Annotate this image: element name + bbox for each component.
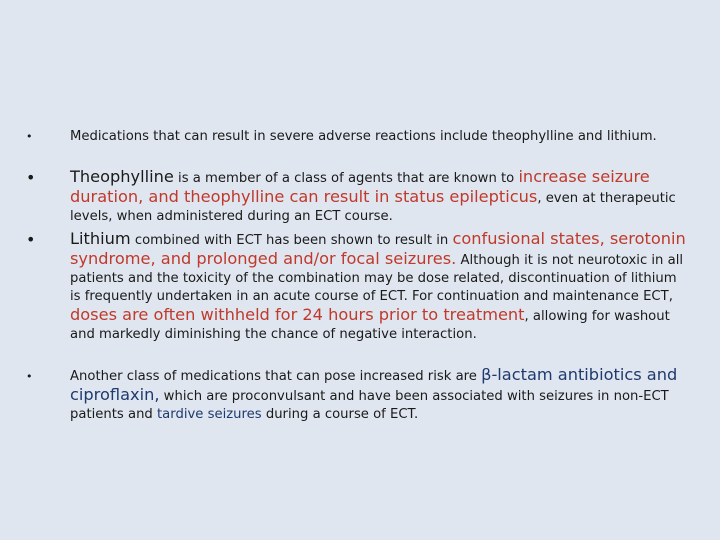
- text-segment: tardive seizures: [157, 407, 262, 422]
- text-segment: doses are often withheld for 24 hours prior to treatment: [70, 305, 525, 324]
- text-segment: increase seizure duration, and theophylline can result in status epilepticus: [70, 167, 650, 206]
- text-segment: Theophylline: [70, 167, 174, 186]
- text-segment: Medications that can result in severe adverse reactions include theophylline and lithium.: [70, 129, 657, 144]
- bullet-marker: •: [26, 130, 33, 143]
- bullet-text: [70, 366, 690, 424]
- bullet-marker: •: [26, 168, 36, 187]
- bullet-marker: •: [26, 230, 36, 249]
- text-segment: Although it is not neurotoxic in all patients and the toxicity of the combination may be dose related, discontinuation of lithium is frequently undertaken in an acute course of ECT. For continuation and maintenance ECT,: [70, 253, 684, 304]
- bullet-text: [70, 230, 690, 344]
- text-segment: during a course of ECT.: [261, 407, 419, 422]
- bullet-text: [70, 168, 690, 226]
- text-segment: β-lactam antibiotics and ciproflaxin,: [70, 365, 678, 404]
- text-segment: is a member of a class of agents that are known to: [173, 171, 519, 186]
- text-segment: which are proconvulsant and have been associated with seizures in non-ECT patients and: [70, 389, 669, 422]
- text-segment: , allowing for washout and markedly diminishing the chance of negative interaction.: [70, 309, 670, 342]
- text-segment: , even at therapeutic levels, when administered during an ECT course.: [70, 191, 676, 224]
- text-segment: Lithium: [70, 229, 131, 248]
- text-segment: combined with ECT has been shown to result in: [130, 233, 453, 248]
- text-segment: confusional states, serotonin syndrome, and prolonged and/or focal seizures.: [70, 229, 686, 268]
- bullet-marker: •: [26, 370, 33, 383]
- bullet-text: [70, 128, 690, 146]
- text-segment: Another class of medications that can pose increased risk are: [70, 369, 482, 384]
